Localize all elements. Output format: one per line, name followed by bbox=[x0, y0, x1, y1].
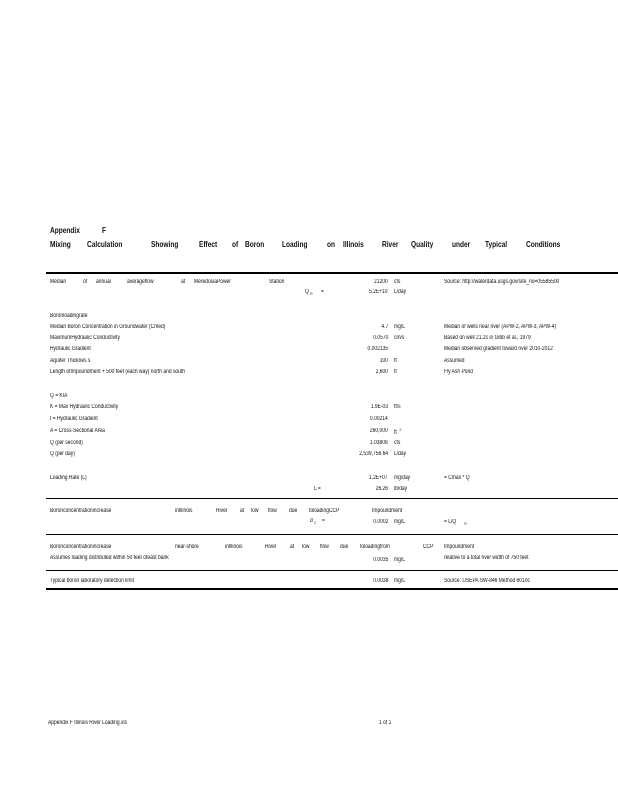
title-word: Conditions bbox=[526, 240, 561, 249]
row-note: Assumed bbox=[444, 358, 465, 364]
row-label: A = Cross-Sectional Area bbox=[50, 428, 105, 434]
median-flow-word: of bbox=[83, 279, 88, 285]
dc-equals: = bbox=[322, 518, 325, 524]
heading-word: toloadingCCP bbox=[309, 508, 340, 514]
dc-value: 0.0002 bbox=[372, 519, 388, 525]
median-flow-word: MeredosiaPower bbox=[194, 279, 231, 285]
heading-word: River bbox=[216, 508, 228, 514]
detection-label: Typical boron laboratory detection limit bbox=[50, 578, 134, 584]
flow-equation: Q = KIA bbox=[50, 393, 68, 399]
row-unit: ft bbox=[394, 369, 397, 375]
median-flow-value: 21200 bbox=[374, 279, 388, 285]
title-word: of bbox=[232, 240, 239, 249]
title-word: Mixing bbox=[50, 240, 71, 249]
heading-word: near-shore bbox=[175, 544, 199, 550]
row-note: Based on well 21.2c in Gibb et al., 1979 bbox=[444, 335, 531, 341]
footer-page: 1 of 1 bbox=[379, 720, 392, 726]
row-label: K = Max Hydraulic Conductivity bbox=[50, 404, 119, 410]
increase2-value: 0.0035 bbox=[372, 557, 388, 563]
dc-formula: = L/Q $_R$ bbox=[444, 519, 467, 527]
increase2-unit: mg/L bbox=[394, 557, 405, 563]
heading-word: Boronconcentrationincrease bbox=[50, 544, 112, 550]
q-r-equals: = bbox=[321, 289, 324, 295]
l-label: L = bbox=[314, 486, 321, 492]
l-value: 26.26 bbox=[375, 486, 388, 492]
title-word: Boron bbox=[245, 240, 265, 249]
row-value: 0.00214 bbox=[370, 416, 388, 422]
row-note: Median observed gradient toward river 2010-2012 bbox=[444, 346, 553, 352]
heading-word: at bbox=[290, 544, 295, 550]
divider bbox=[46, 570, 618, 571]
row-value: 2,539,756.64 bbox=[359, 451, 388, 457]
divider bbox=[46, 534, 618, 535]
title-word: Quality bbox=[411, 240, 434, 249]
title-word: Loading bbox=[282, 240, 308, 249]
row-label: MaximumHydraulic Conductivity bbox=[50, 335, 120, 341]
loading-rate-value: 1.2E+07 bbox=[369, 475, 388, 481]
boron-loading-heading: Boronloadingrate bbox=[50, 313, 88, 319]
median-flow-word: Station bbox=[269, 279, 285, 285]
heading-word: flow bbox=[320, 544, 329, 550]
heading-word: River bbox=[265, 544, 277, 550]
heading-word: low bbox=[251, 508, 259, 514]
top-rule bbox=[46, 272, 618, 274]
row-unit: cfs bbox=[394, 440, 401, 446]
row-unit: ft $^2$ bbox=[394, 427, 402, 436]
loading-rate-label: Loading Rate (L) bbox=[50, 475, 87, 481]
q-r-value: 5.2E+10 bbox=[369, 289, 388, 295]
heading-word: inIllinois bbox=[225, 544, 243, 550]
footer-filename: Appendix F Illinois River Loading.xls bbox=[48, 720, 128, 726]
row-value: 4.7 bbox=[381, 324, 388, 330]
median-flow-source: Source: http://waterdata.usgs.gov/site_no=05585500 bbox=[444, 279, 560, 285]
title-word: Effect bbox=[199, 240, 218, 249]
appendix-label: Appendix bbox=[50, 226, 80, 235]
row-note: Fly Ash Pond bbox=[444, 369, 473, 375]
detection-note: Source: USEPA SW-846 Method 6010c bbox=[444, 578, 530, 584]
detection-value: 0.0038 bbox=[372, 578, 388, 584]
heading-word: due bbox=[289, 508, 298, 514]
detection-unit: mg/L bbox=[394, 578, 405, 584]
q-r-label: Q $_R$ bbox=[305, 289, 313, 297]
heading-word: Boronconcentrationincrease bbox=[50, 508, 112, 514]
median-flow-word: at bbox=[181, 279, 186, 285]
title-word: Calculation bbox=[87, 240, 123, 249]
q-r-unit: L/day bbox=[394, 289, 407, 295]
row-label: Median Boron Concentration in Groundwater (Cmed) bbox=[50, 324, 166, 330]
heading-word: Impoundment bbox=[444, 544, 475, 550]
row-value: 1.03808 bbox=[370, 440, 388, 446]
l-unit: lb/day bbox=[394, 486, 408, 492]
heading-word: inIllinois bbox=[175, 508, 193, 514]
title-word: under bbox=[452, 240, 471, 249]
divider bbox=[46, 498, 618, 499]
row-value: 1.9E-03 bbox=[370, 404, 388, 410]
row-value: 2,600 bbox=[375, 369, 388, 375]
row-label: Aquifer Thicknes s bbox=[50, 358, 91, 364]
row-unit: ft bbox=[394, 358, 397, 364]
title-word: River bbox=[382, 240, 399, 249]
heading-word: flow bbox=[268, 508, 277, 514]
increase2-note: relative to a total river width of 750 feet bbox=[444, 555, 529, 561]
row-label: Q (per day) bbox=[50, 451, 75, 457]
loading-rate-unit: mg/day bbox=[394, 475, 411, 481]
row-unit: cm/s bbox=[394, 335, 405, 341]
title-word: Showing bbox=[151, 240, 179, 249]
heading-word: due bbox=[340, 544, 349, 550]
row-label: I = Hydraulic Gradient bbox=[50, 416, 98, 422]
heading-word: at bbox=[240, 508, 245, 514]
title-word: on bbox=[327, 240, 336, 249]
loading-rate-formula: = Cmax * Q bbox=[444, 475, 470, 481]
increase2-sub-label: Assumes loading distributed within 50 feet ofeast bank bbox=[50, 555, 169, 561]
row-label: Length ofImpoundment + 500 feet (each way) north and south bbox=[50, 369, 185, 375]
median-flow-unit: cfs bbox=[394, 279, 401, 285]
heading-word: toloadingfrom bbox=[360, 544, 390, 550]
median-flow-word: Median bbox=[50, 279, 67, 285]
dc-unit: mg/L bbox=[394, 519, 405, 525]
title-word: Illinois bbox=[343, 240, 364, 249]
row-value: 100 bbox=[379, 358, 388, 364]
row-value: 0.0570 bbox=[372, 335, 388, 341]
heading-word: CCP bbox=[423, 544, 434, 550]
heading-word: Impoundment bbox=[372, 508, 403, 514]
row-unit: mg/L bbox=[394, 324, 405, 330]
row-note: Median of wells near river (APW-2, APW-3, APW-4) bbox=[444, 324, 557, 330]
row-value: 0.002135 bbox=[367, 346, 388, 352]
row-label: Q (per second) bbox=[50, 440, 83, 446]
bottom-rule bbox=[46, 588, 618, 590]
title-word: Typical bbox=[485, 240, 508, 249]
row-unit: L/day bbox=[394, 451, 407, 457]
row-unit: ft/s bbox=[394, 404, 401, 410]
appendix-letter: F bbox=[102, 226, 107, 235]
row-value: 260,000 bbox=[370, 428, 388, 434]
dc-label: d $_C$ bbox=[310, 518, 317, 526]
median-flow-word: annual bbox=[96, 279, 111, 285]
row-label: Hydraulic Gradient bbox=[50, 346, 91, 352]
median-flow-word: averageflow bbox=[127, 279, 154, 285]
heading-word: low bbox=[302, 544, 310, 550]
